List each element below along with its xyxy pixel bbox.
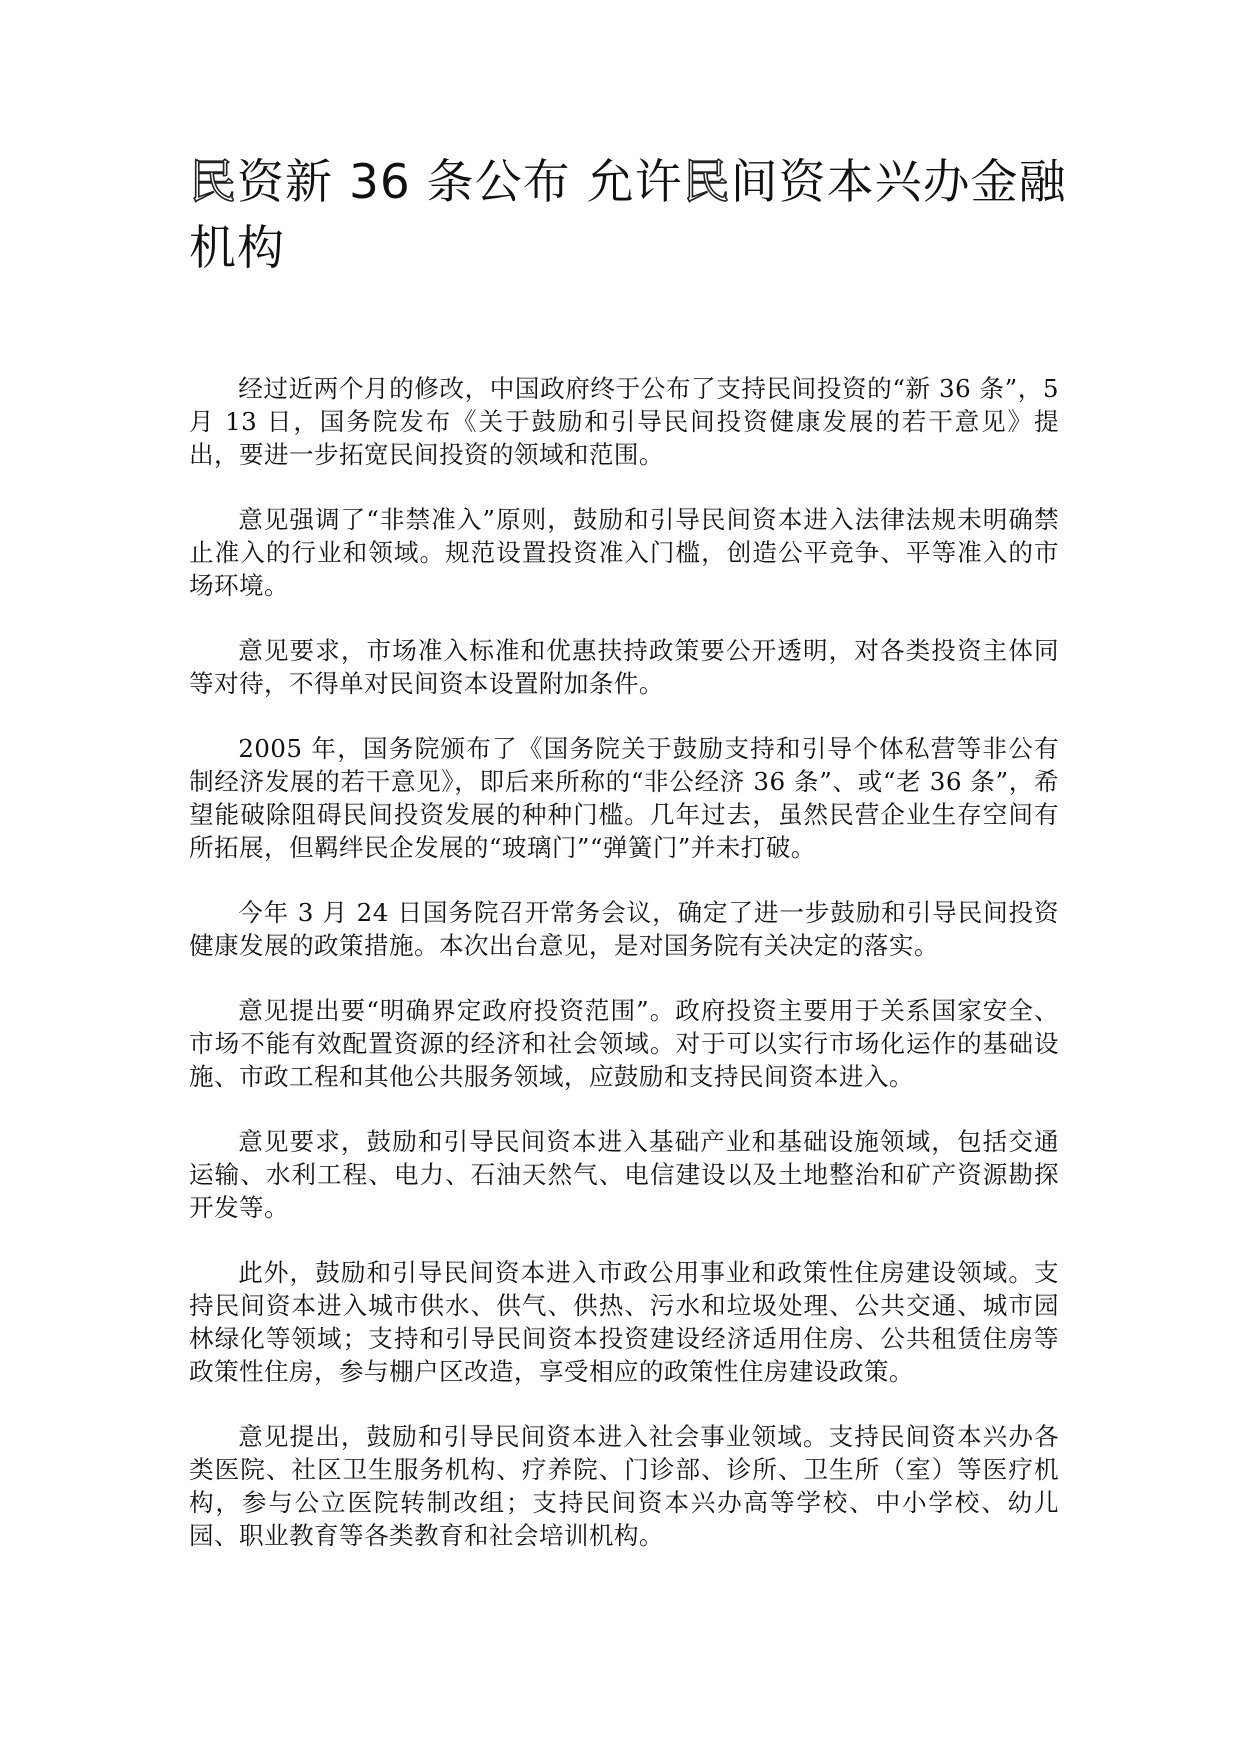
title-outline-char: 民: [189, 155, 237, 210]
paragraph: 经过近两个月的修改，中国政府终于公布了支持民间投资的“新 36 条”，5 月 13 日，国务院发布《关于鼓励和引导民间投资健康发展的若干意见》提出，要进一步拓宽民间投资的领域和范围。: [189, 374, 1059, 469]
article-body: [189, 372, 1059, 1584]
page-title: [189, 150, 1069, 282]
paragraph: 意见要求，市场准入标准和优惠扶持政策要公开透明，对各类投资主体同等对待，不得单对民间资本设置附加条件。: [189, 636, 1059, 698]
paragraph: 意见要求，鼓励和引导民间资本进入基础产业和基础设施领域，包括交通运输、水利工程、电力、石油天然气、电信建设以及土地整治和矿产资源勘探开发等。: [189, 1127, 1059, 1222]
paragraph: 意见强调了“非禁准入”原则，鼓励和引导民间资本进入法律法规未明确禁止准入的行业和领域。规范设置投资准入门槛，创造公平竞争、平等准入的市场环境。: [189, 505, 1059, 600]
paragraph: 意见提出要“明确界定政府投资范围”。政府投资主要用于关系国家安全、市场不能有效配置资源的经济和社会领域。对于可以实行市场化运作的基础设施、市政工程和其他公共服务领域，应鼓励和支持民间资本进入。: [189, 996, 1059, 1091]
title-text-part: 间资本兴办金融机构: [189, 155, 1067, 276]
title-text-part: 资新 36 条公布 允许: [237, 155, 683, 210]
paragraph: 2005 年，国务院颁布了《国务院关于鼓励支持和引导个体私营等非公有制经济发展的若干意见》，即后来所称的“非公经济 36 条”、或“老 36 条”，希望能破除阻碍民间投资发展的种种门槛。几年过去，虽然民营企业生存空间有所拓展，但羁绊民企发展的“玻璃门”“弹簧门”并未打破。: [189, 734, 1059, 862]
title-outline-char: 民: [682, 155, 731, 210]
paragraph: 此外，鼓励和引导民间资本进入市政公用事业和政策性住房建设领域。支持民间资本进入城市供水、供气、供热、污水和垃圾处理、公共交通、城市园林绿化等领域；支持和引导民间资本投资建设经济适用住房、公共租赁住房等政策性住房，参与棚户区改造，享受相应的政策性住房建设政策。: [189, 1258, 1059, 1386]
paragraph: 今年 3 月 24 日国务院召开常务会议，确定了进一步鼓励和引导民间投资健康发展的政策措施。本次出台意见，是对国务院有关决定的落实。: [189, 898, 1059, 960]
paragraph: 意见提出，鼓励和引导民间资本进入社会事业领域。支持民间资本兴办各类医院、社区卫生服务机构、疗养院、门诊部、诊所、卫生所（室）等医疗机构，参与公立医院转制改组；支持民间资本兴办高等学校、中小学校、幼儿园、职业教育等各类教育和社会培训机构。: [189, 1422, 1059, 1550]
